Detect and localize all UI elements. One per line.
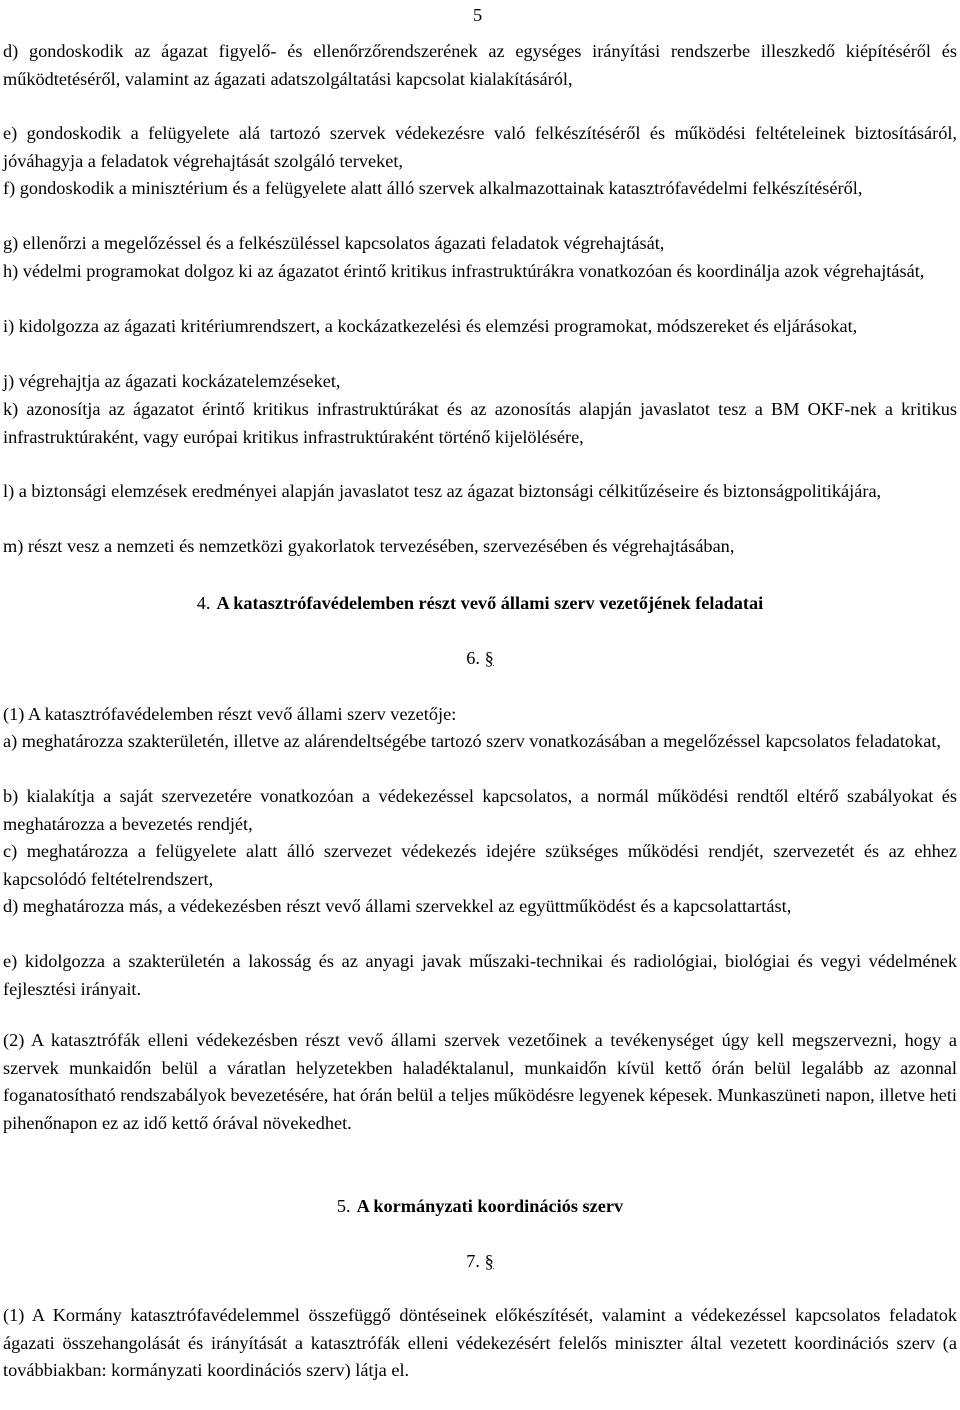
chapter-4-number: 4. <box>196 593 211 613</box>
item-m: m) részt vesz a nemzeti és nemzetközi gyakorlatok tervezésében, szervezésében és végrehajtásában, <box>3 536 735 556</box>
item-h: h) védelmi programokat dolgoz ki az ágazatot érintő kritikus infrastruktúrákra vonatkozóan és koordinálja azok végrehajtását, <box>3 261 925 281</box>
s6-para2: (2) A katasztrófák elleni védekezésben részt vevő állami szervek vezetőinek a tevékenységet úgy kell megszervezni, hogy a szervek munkaidőn belül a váratlan helyzetekben haladéktalanul, munkaidőn kívül kettő órán belül legalább az azonnal foganatosítható rendszabályok bevezetésére, hat órán belül a teljes működésre legyenek képesek. Munkaszüneti napon, illetve heti pihenőnapon ez az idő kettő órával növekedhet. <box>3 1030 957 1133</box>
item-i: i) kidolgozza az ágazati kritériumrendszert, a kockázatkezelési és elemzési programokat, módszereket és eljárásokat, <box>3 316 858 336</box>
chapter-5-heading <box>0 1193 960 1221</box>
item-g: g) ellenőrzi a megelőzéssel és a felkészüléssel kapcsolatos ágazati feladatok végrehajtását, <box>3 233 665 253</box>
item-k: k) azonosítja az ágazatot érintő kritikus infrastruktúrákat és az azonosítás alapján javaslatot tesz a BM OKF-nek a kritikus infrastruktúraként, vagy európai kritikus infrastruktúraként történő kijelölésére, <box>3 399 957 447</box>
chapter-5-number: 5. <box>336 1196 351 1216</box>
chapter-4-heading <box>0 590 960 618</box>
chapter-4-title: A katasztrófavédelemben részt vevő állami szerv vezetőjének feladatai <box>216 593 764 613</box>
s6-para1-lead: (1) A katasztrófavédelemben részt vevő állami szerv vezetője: <box>3 704 457 724</box>
item-d: d) gondoskodik az ágazat figyelő- és ellenőrzőrendszerének az egységes irányítási rendszerbe illeszkedő kiépítéséről és működtetéséről, valamint az ágazati adatszolgáltatási kapcsolat kialakításáról, <box>3 41 957 89</box>
section-6-number: 6. <box>466 648 480 668</box>
section-7-sign: § <box>484 1251 494 1271</box>
page-number: 5 <box>473 5 483 25</box>
s6-item-a: a) meghatározza szakterületén, illetve az alárendeltségébe tartozó szerv vonatkozásában a megelőzéssel kapcsolatos feladatokat, <box>3 731 941 751</box>
section-6-heading <box>0 645 960 673</box>
item-l: l) a biztonsági elemzések eredményei alapján javaslatot tesz az ágazat biztonsági célkitűzéseire és biztonságpolitikájára, <box>3 481 882 501</box>
s6-item-e: e) kidolgozza a szakterületén a lakosság és az anyagi javak műszaki-technikai és radiológiai, biológiai és vegyi védelmének fejlesztési irányait. <box>3 951 957 999</box>
item-f: f) gondoskodik a minisztérium és a felügyelete alatt álló szervek alkalmazottainak katasztrófavédelmi felkészítéséről, <box>3 178 863 198</box>
chapter-5-title: A kormányzati koordinációs szerv <box>356 1196 624 1216</box>
s6-item-c: c) meghatározza a felügyelete alatt álló szervezet védekezés idejére szükséges működési rendjét, szervezetét és az ehhez kapcsolódó feltételrendszert, <box>3 841 957 889</box>
section-6-sign: § <box>484 648 494 668</box>
section-7-number: 7. <box>466 1251 480 1271</box>
section-7-heading <box>0 1248 960 1276</box>
s7-para1: (1) A Kormány katasztrófavédelemmel összefüggő döntéseinek előkészítését, valamint a védekezéssel kapcsolatos feladatok ágazati összehangolását és irányítását a katasztrófák elleni védekezésért felelős miniszter által vezetett koordinációs szerv (a továbbiakban: kormányzati koordinációs szerv) látja el. <box>3 1305 957 1381</box>
item-e: e) gondoskodik a felügyelete alá tartozó szervek védekezésre való felkészítéséről és működési feltételeinek biztosításáról, jóváhagyja a feladatok végrehajtását szolgáló terveket, <box>3 123 957 171</box>
s6-item-b: b) kialakítja a saját szervezetére vonatkozóan a védekezéssel kapcsolatos, a normál működési rendtől eltérő szabályokat és meghatározza a bevezetés rendjét, <box>3 786 957 834</box>
item-j: j) végrehajtja az ágazati kockázatelemzéseket, <box>3 371 341 391</box>
s6-item-d: d) meghatározza más, a védekezésben részt vevő állami szervekkel az együttműködést és a kapcsolattartást, <box>3 896 792 916</box>
